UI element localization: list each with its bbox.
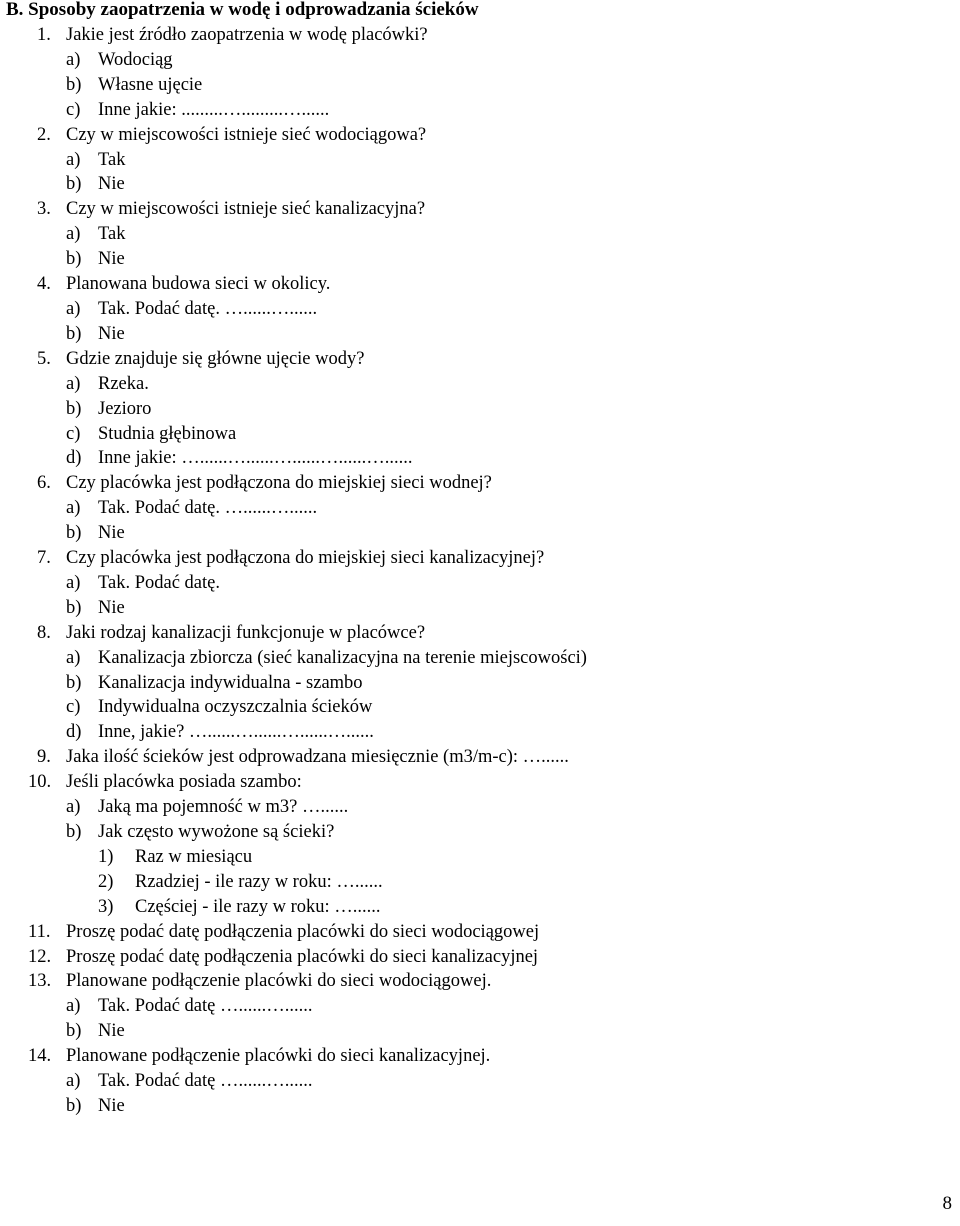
question-text: Jakie jest źródło zaopatrzenia w wodę placówki? bbox=[66, 25, 428, 45]
answer-option-text: Jezioro bbox=[98, 398, 152, 419]
question-marker: 6. bbox=[37, 473, 51, 494]
answer-option-text: Tak. Podać datę. …......…...... bbox=[98, 298, 318, 319]
question-marker: 10. bbox=[28, 772, 52, 793]
question-text: Jeśli placówka posiada szambo: bbox=[66, 772, 302, 793]
answer-option-text: Nie bbox=[98, 1095, 125, 1116]
answer-option-marker: b) bbox=[66, 1021, 82, 1042]
answer-option-text: Inne jakie: …......…......…......…......…...... bbox=[98, 448, 413, 469]
answer-option-marker: b) bbox=[66, 174, 82, 195]
question-text: Planowane podłączenie placówki do sieci wodociągowej. bbox=[66, 971, 492, 992]
answer-option-marker: a) bbox=[66, 49, 81, 70]
answer-option-text: Tak. Podać datę. …......…...... bbox=[98, 498, 318, 519]
question-text: Jaki rodzaj kanalizacji funkcjonuje w placówce? bbox=[66, 622, 426, 643]
answer-option-marker: c) bbox=[66, 423, 81, 444]
question-text: Jaka ilość ścieków jest odprowadzana miesięcznie (m3/m-c): …...... bbox=[66, 747, 569, 768]
answer-option-marker: d) bbox=[66, 448, 82, 469]
sub-option-marker: 1) bbox=[98, 846, 114, 867]
answer-option-text: Nie bbox=[98, 597, 125, 618]
question-marker: 11. bbox=[28, 921, 51, 942]
answer-option-marker: a) bbox=[66, 298, 81, 319]
answer-option-marker: a) bbox=[66, 572, 81, 593]
answer-option-marker: a) bbox=[66, 149, 81, 170]
question-marker: 4. bbox=[37, 274, 51, 295]
answer-option-marker: b) bbox=[66, 74, 82, 95]
answer-option-marker: a) bbox=[66, 224, 81, 245]
answer-option-marker: b) bbox=[66, 249, 82, 270]
question-text: Czy placówka jest podłączona do miejskiej sieci kanalizacyjnej? bbox=[66, 548, 545, 569]
question-text: Czy placówka jest podłączona do miejskiej sieci wodnej? bbox=[66, 473, 492, 494]
answer-option-marker: d) bbox=[66, 722, 82, 743]
answer-option-marker: a) bbox=[66, 647, 81, 668]
answer-option-text: Inne, jakie? …......…......…......…...... bbox=[98, 722, 374, 743]
answer-option-text: Kanalizacja indywidualna - szambo bbox=[98, 672, 363, 693]
answer-option-text: Własne ujęcie bbox=[98, 74, 203, 95]
answer-option-text: Tak. Podać datę …......…...... bbox=[98, 996, 313, 1017]
answer-option-text: Wodociąg bbox=[98, 49, 173, 70]
answer-option-marker: b) bbox=[66, 398, 82, 419]
answer-option-text: Nie bbox=[98, 249, 125, 270]
question-marker: 2. bbox=[37, 124, 51, 145]
question-text: Planowane podłączenie placówki do sieci kanalizacyjnej. bbox=[66, 1046, 491, 1067]
answer-option-text: Tak bbox=[98, 224, 126, 245]
question-text: Czy w miejscowości istnieje sieć wodociągowa? bbox=[66, 124, 427, 145]
answer-option-text: Studnia głębinowa bbox=[98, 423, 237, 444]
answer-option-text: Jaką ma pojemność w m3? …...... bbox=[98, 797, 349, 818]
question-text: Planowana budowa sieci w okolicy. bbox=[66, 274, 331, 295]
question-text: Proszę podać datę podłączenia placówki do sieci kanalizacyjnej bbox=[66, 946, 539, 967]
answer-option-text: Tak. Podać datę. bbox=[98, 572, 220, 593]
answer-option-text: Tak bbox=[98, 149, 126, 170]
question-marker: 5. bbox=[37, 348, 51, 369]
answer-option-marker: b) bbox=[66, 1095, 82, 1116]
question-marker: 1. bbox=[37, 25, 51, 45]
answer-option-text: Nie bbox=[98, 523, 125, 544]
answer-option-text: Nie bbox=[98, 323, 125, 344]
answer-option-text: Nie bbox=[98, 174, 125, 195]
sub-option-text: Rzadziej - ile razy w roku: …...... bbox=[135, 871, 383, 892]
question-marker: 12. bbox=[28, 946, 52, 967]
sub-option-marker: 3) bbox=[98, 896, 114, 917]
question-marker: 9. bbox=[37, 747, 51, 768]
answer-option-text: Inne jakie: .........….........…...... bbox=[98, 99, 330, 120]
question-marker: 13. bbox=[28, 971, 52, 992]
answer-option-text: Jak często wywożone są ścieki? bbox=[98, 822, 335, 842]
answer-option-marker: b) bbox=[66, 672, 82, 693]
question-text: Czy w miejscowości istnieje sieć kanalizacyjna? bbox=[66, 199, 426, 220]
answer-option-marker: a) bbox=[66, 996, 81, 1017]
answer-option-text: Tak. Podać datę …......…...... bbox=[98, 1071, 313, 1092]
answer-option-marker: b) bbox=[66, 523, 82, 544]
question-marker: 8. bbox=[37, 622, 51, 643]
sub-option-text: Częściej - ile razy w roku: …...... bbox=[135, 896, 381, 917]
sub-option-marker: 2) bbox=[98, 871, 114, 892]
page-number: 8 bbox=[942, 1193, 952, 1214]
sub-option-text: Raz w miesiącu bbox=[135, 846, 253, 867]
question-marker: 7. bbox=[37, 548, 51, 569]
answer-option-marker: a) bbox=[66, 797, 81, 818]
answer-option-marker: a) bbox=[66, 373, 81, 394]
answer-option-text: Rzeka. bbox=[98, 373, 149, 394]
answer-option-marker: a) bbox=[66, 498, 81, 519]
answer-option-marker: b) bbox=[66, 597, 82, 618]
answer-option-marker: b) bbox=[66, 323, 82, 344]
question-marker: 14. bbox=[28, 1046, 52, 1067]
question-text: Gdzie znajduje się główne ujęcie wody? bbox=[66, 348, 365, 369]
answer-option-text: Kanalizacja zbiorcza (sieć kanalizacyjna na terenie miejscowości) bbox=[98, 647, 587, 668]
answer-option-marker: b) bbox=[66, 822, 82, 842]
section-title: B. Sposoby zaopatrzenia w wodę i odprowadzania ścieków bbox=[6, 0, 479, 20]
answer-option-marker: c) bbox=[66, 697, 81, 718]
answer-option-marker: c) bbox=[66, 99, 81, 120]
answer-option-marker: a) bbox=[66, 1071, 81, 1092]
question-text: Proszę podać datę podłączenia placówki do sieci wodociągowej bbox=[66, 921, 540, 942]
answer-option-text: Indywidualna oczyszczalnia ścieków bbox=[98, 697, 373, 718]
answer-option-text: Nie bbox=[98, 1021, 125, 1042]
question-marker: 3. bbox=[37, 199, 51, 220]
